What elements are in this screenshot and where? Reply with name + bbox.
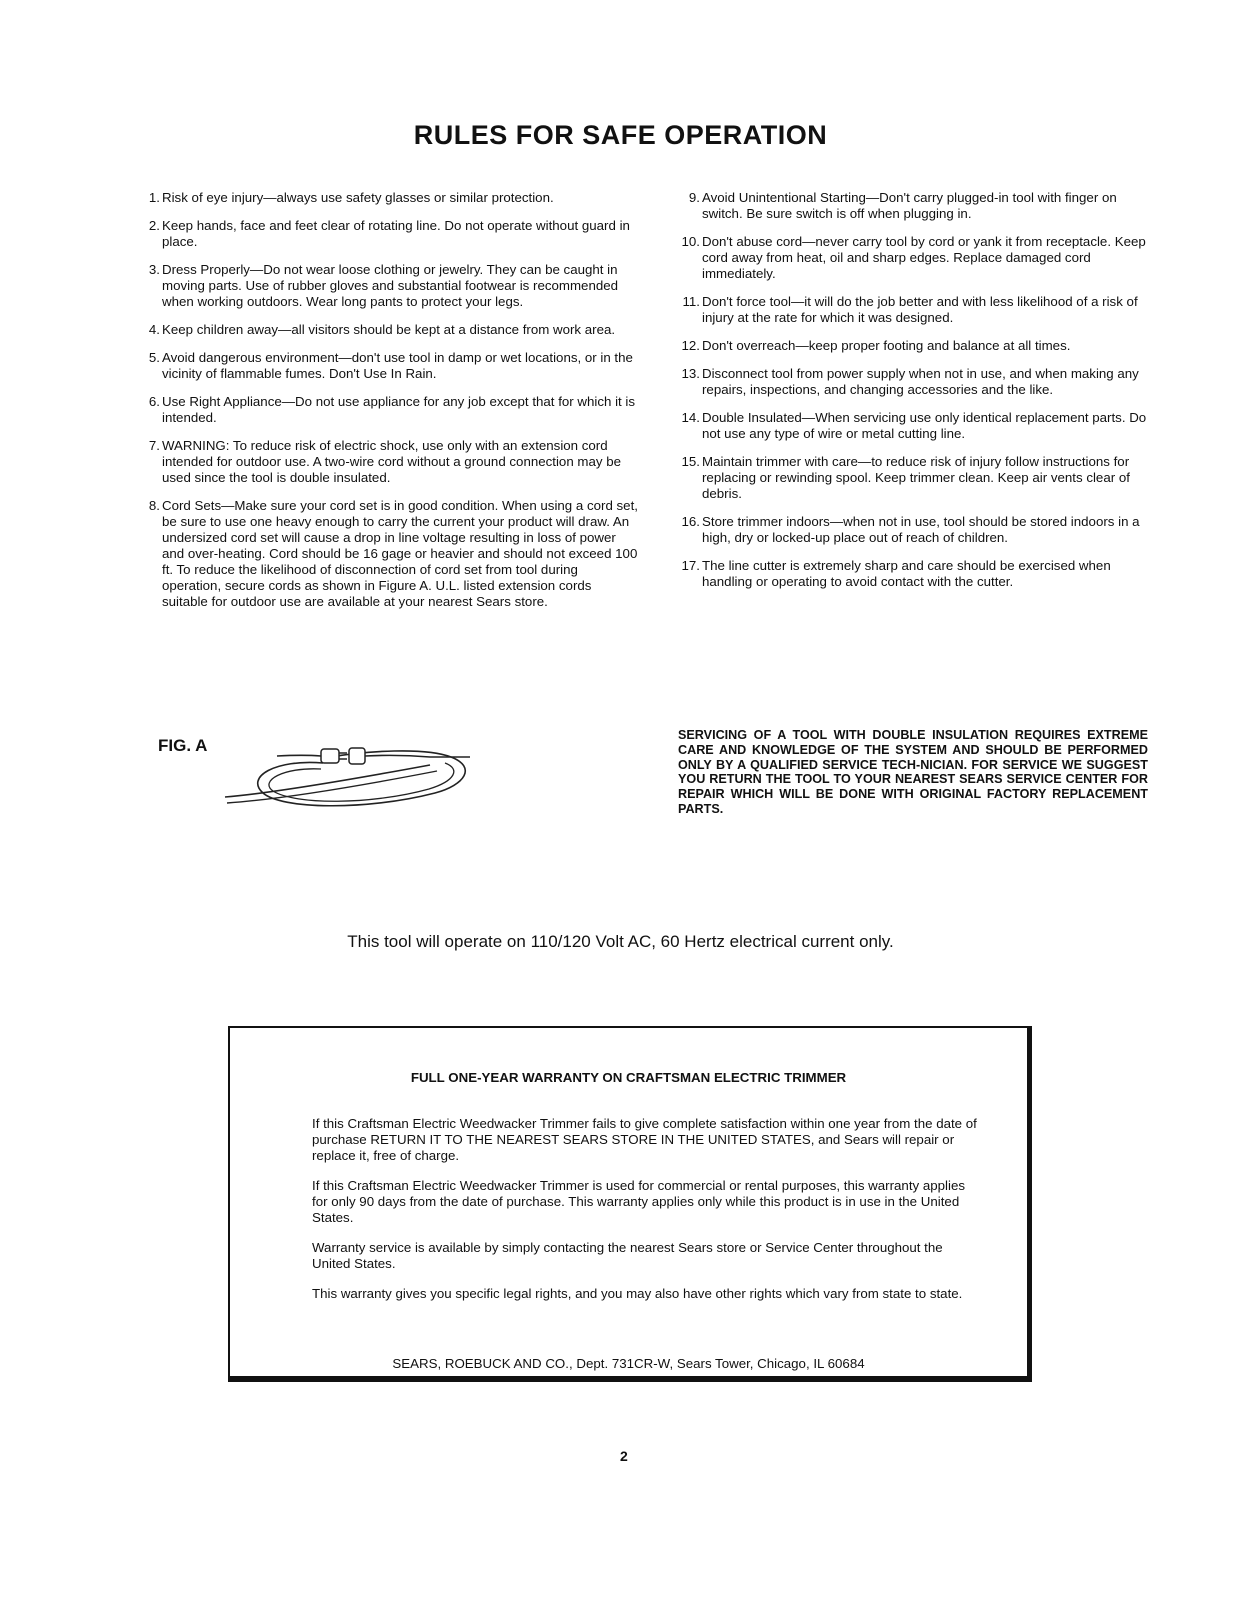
page-number: 2 xyxy=(620,1448,628,1464)
rule-number: 4. xyxy=(148,322,160,337)
rule-item xyxy=(138,350,638,382)
rule-text: Use Right Appliance—Do not use appliance for any job except that for which it is intended. xyxy=(162,394,636,425)
rule-number: 13. xyxy=(681,366,700,381)
rule-item xyxy=(138,218,638,250)
warranty-paragraph: If this Craftsman Electric Weedwacker Trimmer fails to give complete satisfaction within one year from the date of purchase RETURN IT TO THE NEAREST SEARS STORE IN THE UNITED STATES, and Sears will repair or replace it, free of charge. xyxy=(312,1116,977,1163)
rule-text: Maintain trimmer with care—to reduce risk of injury follow instructions for replacing or rewinding spool. Keep trimmer clean. Keep air vents clear of debris. xyxy=(702,454,1130,501)
rule-number: 10. xyxy=(681,234,700,249)
warranty-paragraph: Warranty service is available by simply contacting the nearest Sears store or Service Center throughout the United States. xyxy=(312,1240,943,1271)
rule-item xyxy=(138,262,638,310)
rule-text: Avoid dangerous environment—don't use tool in damp or wet locations, or in the vicinity of flammable fumes. Don't Use In Rain. xyxy=(162,350,633,381)
rule-text: Keep children away—all visitors should be kept at a distance from work area. xyxy=(162,322,616,337)
service-warning-note: SERVICING OF A TOOL WITH DOUBLE INSULATION REQUIRES EXTREME CARE AND KNOWLEDGE OF THE SYSTEM AND SHOULD BE PERFORMED ONLY BY A QUALIFIED SERVICE TECH-NICIAN. FOR SERVICE WE SUGGEST YOU RETURN THE TOOL TO YOUR NEAREST SEARS SERVICE CENTER FOR REPAIR WHICH WILL BE DONE WITH ORIGINAL FACTORY REPLACEMENT PARTS. xyxy=(678,728,1148,816)
rule-item xyxy=(138,190,638,206)
rule-number: 12. xyxy=(681,338,700,353)
rule-number: 16. xyxy=(681,514,700,529)
rule-item xyxy=(138,394,638,426)
rule-text: Avoid Unintentional Starting—Don't carry plugged-in tool with finger on switch. Be sure switch is off when plugging in. xyxy=(702,190,1117,221)
warranty-paragraph: This warranty gives you specific legal rights, and you may also have other rights which vary from state to state. xyxy=(312,1286,963,1301)
rule-text: Don't abuse cord—never carry tool by cord or yank it from receptacle. Keep cord away from heat, oil and sharp edges. Replace damaged cord immediately. xyxy=(702,234,1146,281)
warranty-body xyxy=(312,1116,982,1316)
cord-knot-icon xyxy=(215,735,475,825)
rule-text: Don't force tool—it will do the job better and with less likelihood of a risk of injury at the rate for which it was designed. xyxy=(702,294,1138,325)
warranty-address: SEARS, ROEBUCK AND CO., Dept. 731CR-W, Sears Tower, Chicago, IL 60684 xyxy=(392,1356,865,1371)
rule-item xyxy=(678,410,1148,442)
rule-number: 6. xyxy=(148,394,160,409)
rule-text: Double Insulated—When servicing use only identical replacement parts. Do not use any type of wire or metal cutting line. xyxy=(702,410,1147,441)
rule-text: Risk of eye injury—always use safety glasses or similar protection. xyxy=(162,190,554,205)
rule-text: Store trimmer indoors—when not in use, tool should be stored indoors in a high, dry or locked-up place out of reach of children. xyxy=(702,514,1140,545)
rule-text: Don't overreach—keep proper footing and balance at all times. xyxy=(702,338,1071,353)
warranty-heading: FULL ONE-YEAR WARRANTY ON CRAFTSMAN ELECTRIC TRIMMER xyxy=(410,1070,847,1085)
rule-item xyxy=(678,514,1148,546)
rule-number: 5. xyxy=(148,350,160,365)
rule-number: 11. xyxy=(682,294,700,309)
rule-item xyxy=(678,558,1148,590)
rule-item xyxy=(678,190,1148,222)
rule-text: Keep hands, face and feet clear of rotating line. Do not operate without guard in place. xyxy=(162,218,630,249)
rule-item xyxy=(138,322,638,338)
rule-item xyxy=(678,234,1148,282)
rule-text: The line cutter is extremely sharp and care should be exercised when handling or operating to avoid contact with the cutter. xyxy=(702,558,1111,589)
rule-text: Cord Sets—Make sure your cord set is in good condition. When using a cord set, be sure to use one heavy enough to carry the current your product will draw. An undersized cord set will cause a drop in line voltage resulting in loss of power and over-heating. Cord should be 16 gage or heavier and should not exceed 100 ft. To reduce the likelihood of disconnection of cord set from tool during operation, secure cords as shown in Figure A. U.L. listed extension cords suitable for outdoor use are available at your nearest Sears store. xyxy=(162,498,638,609)
rule-item xyxy=(678,294,1148,326)
warranty-box xyxy=(228,1026,1032,1382)
warranty-paragraph: If this Craftsman Electric Weedwacker Trimmer is used for commercial or rental purposes, this warranty applies for only 90 days from the date of purchase. This warranty applies only while this product is in use in the United States. xyxy=(312,1178,965,1225)
rule-number: 3. xyxy=(148,262,160,277)
rule-number: 8. xyxy=(148,498,160,513)
rule-number: 7. xyxy=(148,438,160,453)
rule-text: Dress Properly—Do not wear loose clothing or jewelry. They can be caught in moving parts. Use of rubber gloves and substantial footwear is recommended when working outdoors. Wear long pants to protect your legs. xyxy=(162,262,619,309)
figure-label: FIG. A xyxy=(158,736,208,755)
rule-number: 9. xyxy=(688,190,700,205)
rule-number: 15. xyxy=(681,454,700,469)
rule-item xyxy=(678,366,1148,398)
voltage-note: This tool will operate on 110/120 Volt AC, 60 Hertz electrical current only. xyxy=(347,932,894,951)
rule-number: 14. xyxy=(681,410,700,425)
rules-right-column xyxy=(678,190,1148,590)
rule-text: WARNING: To reduce risk of electric shock, use only with an extension cord intended for outdoor use. A two-wire cord without a ground connection may be used since the tool is double insulated. xyxy=(162,438,622,485)
rule-item xyxy=(138,438,638,486)
rule-number: 17. xyxy=(681,558,700,573)
rule-item xyxy=(678,338,1148,354)
rule-text: Disconnect tool from power supply when not in use, and when making any repairs, inspections, and changing accessories and the like. xyxy=(702,366,1139,397)
rule-item xyxy=(678,454,1148,502)
rule-number: 1. xyxy=(148,190,160,205)
page-title: RULES FOR SAFE OPERATION xyxy=(413,120,828,150)
rule-item xyxy=(138,498,638,610)
rule-number: 2. xyxy=(148,218,160,233)
rules-left-column xyxy=(138,190,638,610)
